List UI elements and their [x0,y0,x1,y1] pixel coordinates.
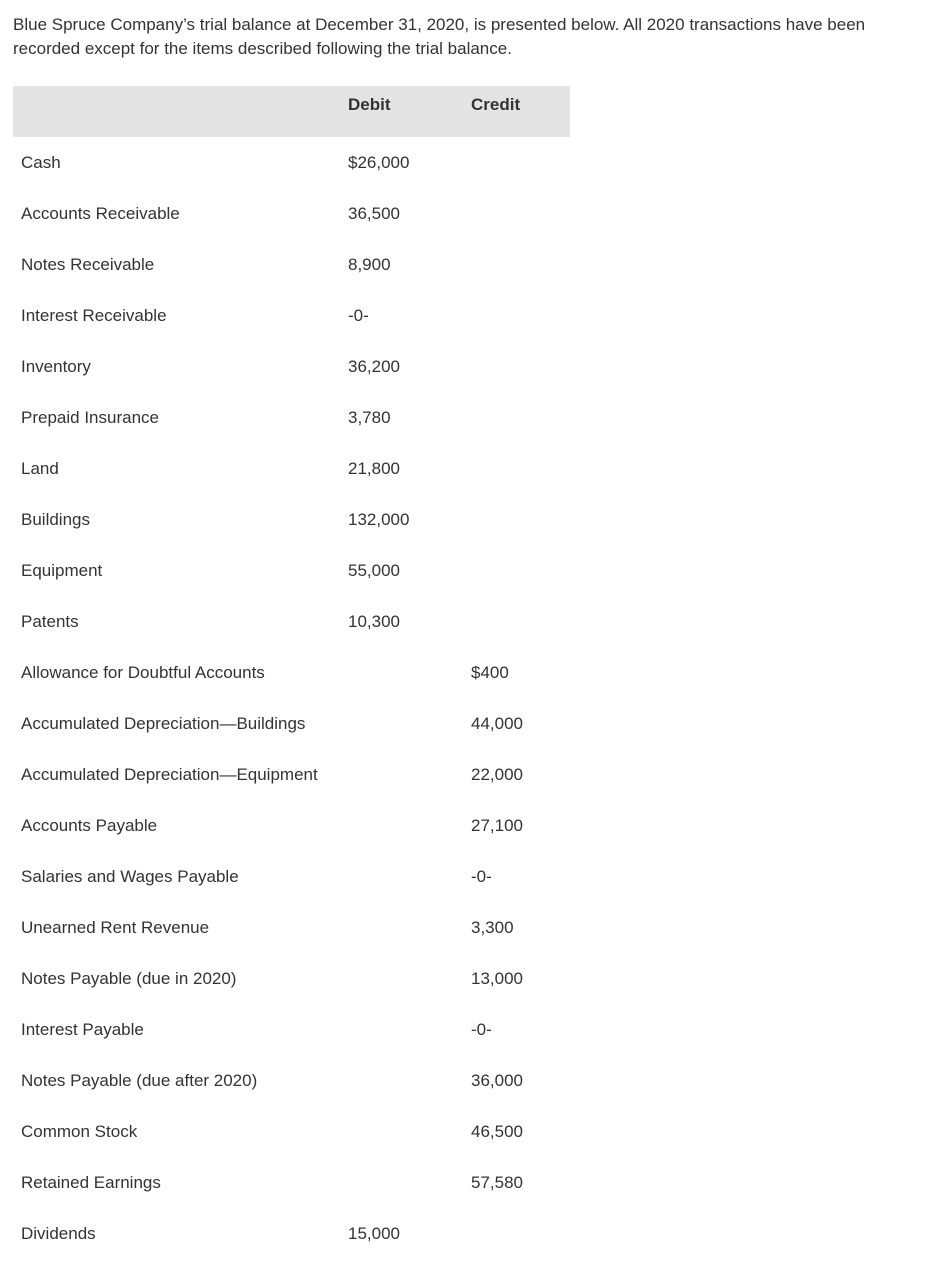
credit-amount: 27,100 [471,815,523,835]
table-row [13,443,570,494]
debit-amount [348,800,471,851]
table-row [13,137,570,188]
account-name: Prepaid Insurance [21,407,159,427]
account-name: Buildings [21,509,90,529]
credit-amount: -0- [471,1019,492,1039]
header-account [13,86,348,137]
credit-amount: $400 [471,662,509,682]
debit-amount [348,902,471,953]
account-name: Inventory [21,356,91,376]
account-name: Accounts Payable [21,815,158,835]
debit-amount: 8,900 [348,254,391,274]
account-name: Unearned Rent Revenue [21,917,210,937]
debit-amount [348,1157,471,1208]
credit-amount: 44,000 [471,713,523,733]
header-row [13,86,570,137]
credit-amount [471,443,570,494]
credit-amount [471,188,570,239]
debit-amount: 21,800 [348,458,400,478]
credit-amount: 3,300 [471,917,514,937]
table-row [13,953,570,1004]
debit-amount [348,953,471,1004]
debit-amount [348,1106,471,1157]
account-name: Retained Earnings [21,1172,161,1192]
account-name: Salaries and Wages Payable [21,866,239,886]
table-row [13,851,570,902]
account-name: Interest Payable [21,1019,144,1039]
credit-amount [471,341,570,392]
credit-amount: -0- [471,866,492,886]
intro-line-1: Blue Spruce Company’s trial balance at December 31, 2020, is presented below. All 2020 transactions have been [13,15,866,34]
table-row [13,239,570,290]
account-name: Equipment [21,560,103,580]
table-row [13,1157,570,1208]
credit-amount [471,137,570,188]
credit-amount [471,290,570,341]
table-row [13,545,570,596]
account-name: Land [21,458,59,478]
debit-amount [348,698,471,749]
debit-amount: 132,000 [348,509,410,529]
debit-amount: 36,500 [348,203,400,223]
account-name: Patents [21,611,79,631]
credit-amount [471,545,570,596]
account-name: Cash [21,152,61,172]
credit-amount: 22,000 [471,764,523,784]
account-name: Common Stock [21,1121,138,1141]
table-row [13,392,570,443]
credit-amount: 46,500 [471,1121,523,1141]
intro-paragraph [13,13,913,61]
debit-amount [348,1004,471,1055]
header-credit: Credit [471,86,570,137]
credit-amount [471,239,570,290]
debit-amount: 15,000 [348,1223,400,1243]
debit-amount [348,749,471,800]
credit-amount [471,1208,570,1259]
table-row [13,596,570,647]
table-row [13,188,570,239]
table-row [13,902,570,953]
account-name: Dividends [21,1223,96,1243]
credit-amount [471,596,570,647]
debit-amount [348,647,471,698]
debit-amount: 3,780 [348,407,391,427]
debit-amount: -0- [348,305,369,325]
credit-amount [471,392,570,443]
table-row [13,698,570,749]
header-debit: Debit [348,86,471,137]
trial-balance-table [13,86,570,1259]
table-row [13,800,570,851]
debit-amount: 55,000 [348,560,400,580]
account-name: Accounts Receivable [21,203,180,223]
debit-amount: 10,300 [348,611,400,631]
table-row [13,290,570,341]
table-row [13,1106,570,1157]
credit-amount: 13,000 [471,968,523,988]
debit-amount [348,1055,471,1106]
table-row [13,1055,570,1106]
credit-amount: 36,000 [471,1070,523,1090]
account-name: Notes Payable (due in 2020) [21,968,237,988]
table-row [13,1208,570,1259]
account-name: Allowance for Doubtful Accounts [21,662,265,682]
credit-amount [471,494,570,545]
account-name: Notes Payable (due after 2020) [21,1070,258,1090]
debit-amount: $26,000 [348,152,410,172]
table-header [13,86,570,137]
account-name: Accumulated Depreciation—Equipment [21,764,318,784]
credit-amount: 57,580 [471,1172,523,1192]
account-name: Notes Receivable [21,254,155,274]
table-row [13,494,570,545]
table-row [13,749,570,800]
table-row [13,1004,570,1055]
debit-amount: 36,200 [348,356,400,376]
table-body [13,137,570,1259]
table-row [13,341,570,392]
debit-amount [348,851,471,902]
intro-line-2: recorded except for the items described following the trial balance. [13,39,512,58]
account-name: Accumulated Depreciation—Buildings [21,713,306,733]
account-name: Interest Receivable [21,305,167,325]
table-row [13,647,570,698]
